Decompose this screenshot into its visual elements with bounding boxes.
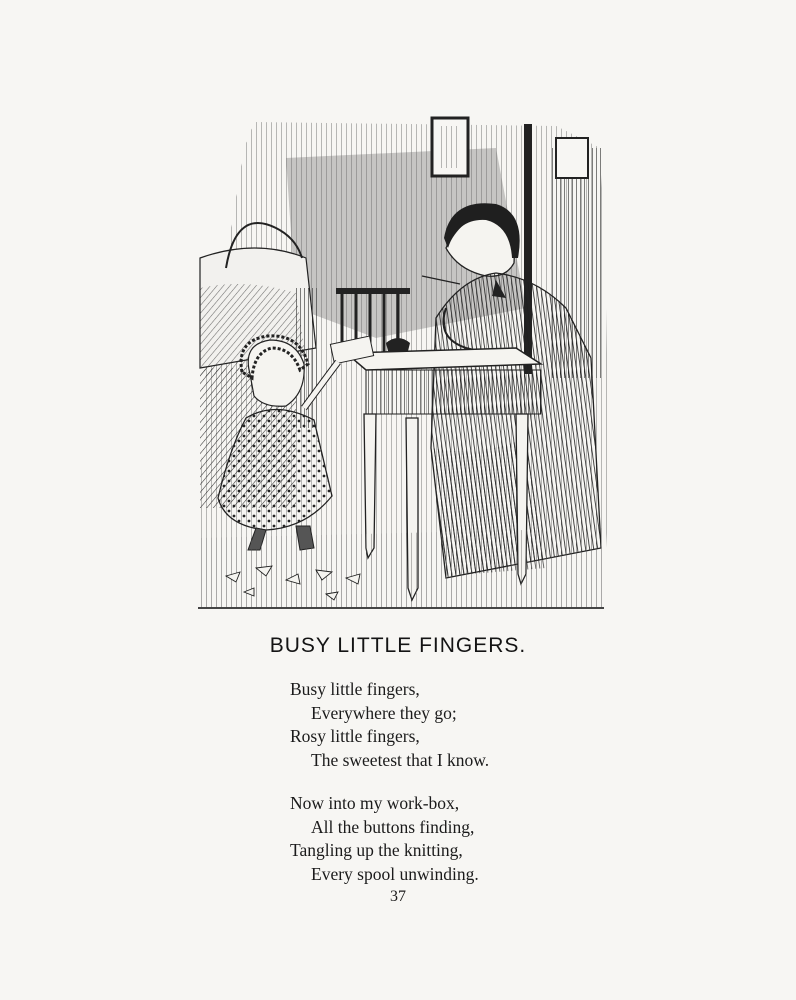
poem-line: Every spool unwinding. — [311, 863, 479, 884]
poem-stanza-2 — [290, 792, 479, 886]
poem-line: Tangling up the knitting, — [290, 840, 463, 860]
poem-line: All the buttons finding, — [311, 816, 475, 837]
page-number: 37 — [390, 888, 406, 905]
poem-line: Rosy little fingers, — [290, 726, 420, 746]
poem-stanza-1 — [290, 678, 489, 772]
poem-line: Busy little fingers, — [290, 679, 420, 699]
poem-line: Now into my work-box, — [290, 793, 460, 813]
poem-line: Everywhere they go; — [311, 702, 457, 723]
engraving-illustration — [196, 108, 608, 616]
poem-line: The sweetest that I know. — [311, 749, 490, 770]
poem-title: BUSY LITTLE FINGERS. — [269, 634, 527, 657]
